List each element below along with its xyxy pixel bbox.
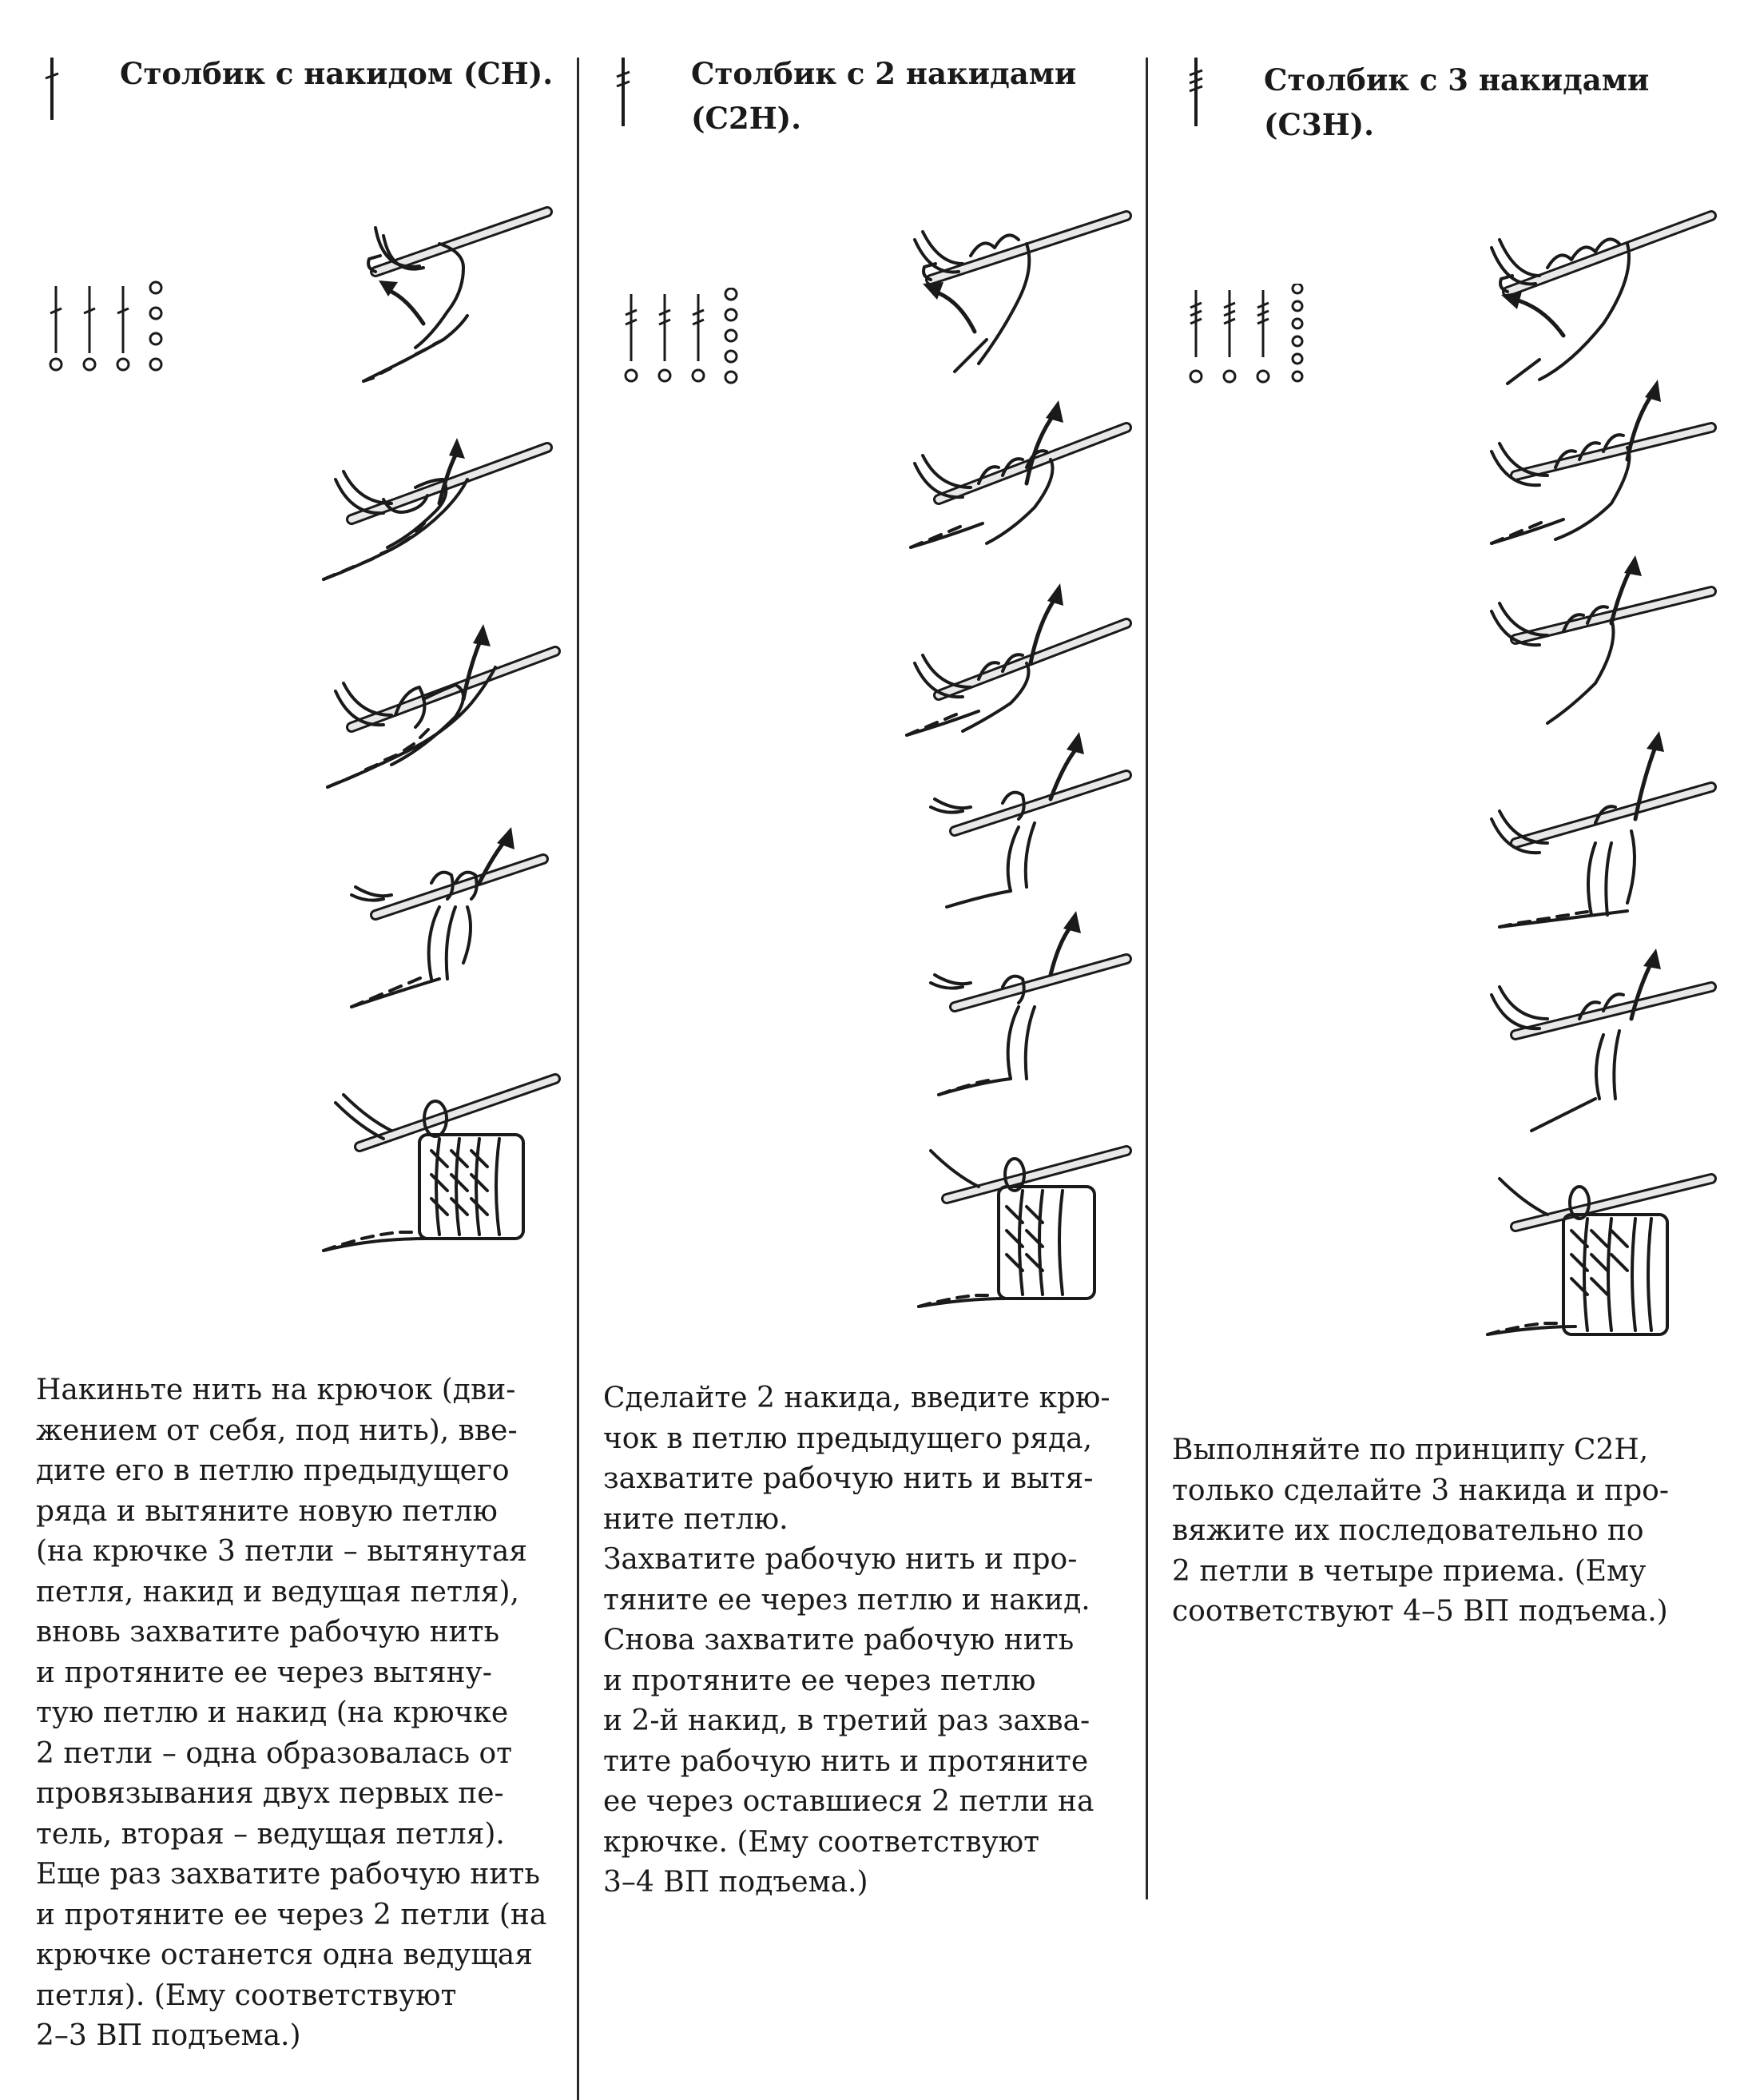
treble-crochet-symbol-icon: [611, 56, 643, 176]
chain-stitch: [725, 372, 737, 383]
step-illustration-6: [1484, 1155, 1715, 1346]
title-line: (С3Н).: [1264, 107, 1375, 142]
chain-stitch: [693, 370, 704, 381]
column-double-crochet: [0, 0, 577, 2100]
step-illustration-5: [1484, 939, 1715, 1139]
text-line: только сделайте 3 накида и про-: [1172, 1474, 1669, 1507]
chain-stitch: [150, 333, 161, 344]
text-line: и протяните ее через 2 петли (на: [36, 1898, 547, 1931]
text-line: тую петлю и накид (на крючке: [36, 1696, 509, 1729]
column-treble-crochet: [579, 0, 1146, 2100]
text-line: вновь захватите рабочую нить: [36, 1616, 500, 1649]
text-line: ряда и вытяните новую петлю: [36, 1494, 498, 1528]
text-line: тите рабочую нить и протяните: [603, 1744, 1089, 1778]
chain-stitch: [1190, 371, 1202, 382]
text-line: и 2-й накид, в третий раз захва-: [603, 1704, 1090, 1737]
instructions-text: [36, 1370, 546, 2057]
step-illustration-3: [1484, 555, 1715, 731]
double-treble-crochet-symbol-icon: [1184, 56, 1216, 176]
chain-stitch: [1257, 371, 1269, 382]
text-line: ните петлю.: [603, 1502, 789, 1536]
step-illustration-1: [1484, 212, 1715, 388]
text-line: Захватите рабочую нить и про-: [603, 1543, 1078, 1576]
text-line: Еще раз захватите рабочую нить: [36, 1858, 540, 1891]
chain-stitch: [117, 359, 129, 370]
title-line: (С2Н).: [691, 101, 802, 136]
stitch-chart: [1184, 284, 1328, 404]
chain-stitch: [150, 359, 161, 370]
text-line: петля, накид и ведущая петля),: [36, 1575, 519, 1609]
text-line: Снова захватите рабочую нить: [603, 1624, 1075, 1657]
text-line: Накиньте нить на крючок (дви-: [36, 1374, 516, 1406]
chain-stitch: [1293, 319, 1302, 328]
text-line: крючке. (Ему соответствуют: [603, 1825, 1040, 1859]
text-line: ее через оставшиеся 2 петли на: [603, 1785, 1094, 1818]
step-illustration-5: [923, 911, 1130, 1103]
step-illustration-2: [1484, 380, 1715, 555]
chain-stitch: [659, 370, 670, 381]
text-line: крючке останется одна ведущая: [36, 1939, 533, 1971]
title-line: Столбик с 3 накидами: [1264, 62, 1650, 97]
title-line: Столбик с 2 накидами: [691, 56, 1077, 91]
text-line: 2 петли в четыре приема. (Ему: [1172, 1554, 1647, 1588]
chain-stitch: [725, 330, 737, 341]
step-illustration-4: [344, 819, 551, 1011]
text-line: дите его в петлю предыдущего: [36, 1454, 510, 1487]
stitch-chart: [615, 288, 759, 408]
double-crochet-symbol-icon: [40, 56, 72, 176]
stitch-chart: [40, 280, 184, 400]
text-line: вяжите их последовательно по: [1172, 1514, 1644, 1547]
step-illustration-1: [907, 212, 1130, 380]
text-line: и протяните ее через петлю: [603, 1664, 1036, 1697]
chain-stitch: [626, 370, 637, 381]
text-line: Сделайте 2 накида, введите крю-: [603, 1382, 1110, 1414]
text-line: провязывания двух первых пе-: [36, 1777, 504, 1810]
text-line: тель, вторая – ведущая петля).: [36, 1817, 505, 1851]
instructions-text: [603, 1378, 1110, 1903]
step-illustration-5: [320, 1071, 559, 1255]
text-line: тяните ее через петлю и накид.: [603, 1583, 1090, 1617]
text-line: 3–4 ВП подъема.): [603, 1866, 868, 1899]
chain-stitch: [1293, 301, 1302, 311]
step-illustration-2: [320, 424, 551, 591]
step-illustration-1: [352, 212, 551, 388]
step-illustration-4: [923, 727, 1130, 911]
text-line: (на крючке 3 петли – вытянутая: [36, 1535, 528, 1568]
text-line: петля). (Ему соответствуют: [36, 1979, 457, 2012]
chain-stitch: [1293, 336, 1302, 346]
section-title: [691, 51, 1076, 141]
text-line: 2–3 ВП подъема.): [36, 2019, 301, 2052]
chain-stitch: [725, 309, 737, 320]
chain-stitch: [84, 359, 95, 370]
instructions-text: [1172, 1430, 1669, 1633]
chain-stitch: [725, 288, 737, 300]
step-illustration-3: [320, 619, 559, 795]
text-line: чок в петлю предыдущего ряда,: [603, 1422, 1093, 1455]
chain-stitch: [1293, 284, 1302, 293]
chain-stitch: [150, 308, 161, 319]
section-title: [120, 51, 553, 96]
chain-stitch: [725, 351, 737, 362]
column-double-treble-crochet: [1148, 0, 1740, 2100]
chain-stitch: [50, 359, 62, 370]
text-line: соответствуют 4–5 ВП подъема.): [1172, 1595, 1668, 1628]
text-line: жением от себя, под нить), вве-: [36, 1414, 518, 1447]
chain-stitch: [150, 282, 161, 293]
text-line: Выполняйте по принципу С2Н,: [1172, 1434, 1649, 1466]
chain-stitch: [1293, 372, 1302, 381]
step-illustration-3: [899, 583, 1130, 743]
text-line: и протяните ее через вытяну-: [36, 1656, 492, 1689]
chain-stitch: [1293, 354, 1302, 364]
text-line: 2 петли – одна образовалась от: [36, 1736, 513, 1770]
text-line: захватите рабочую нить и вытя-: [603, 1462, 1094, 1495]
section-title: [1264, 58, 1649, 147]
step-illustration-2: [907, 396, 1130, 555]
step-illustration-4: [1484, 731, 1715, 931]
step-illustration-6: [915, 1135, 1130, 1318]
chain-stitch: [1224, 371, 1235, 382]
title-line: Столбик с накидом (СН).: [120, 56, 554, 91]
